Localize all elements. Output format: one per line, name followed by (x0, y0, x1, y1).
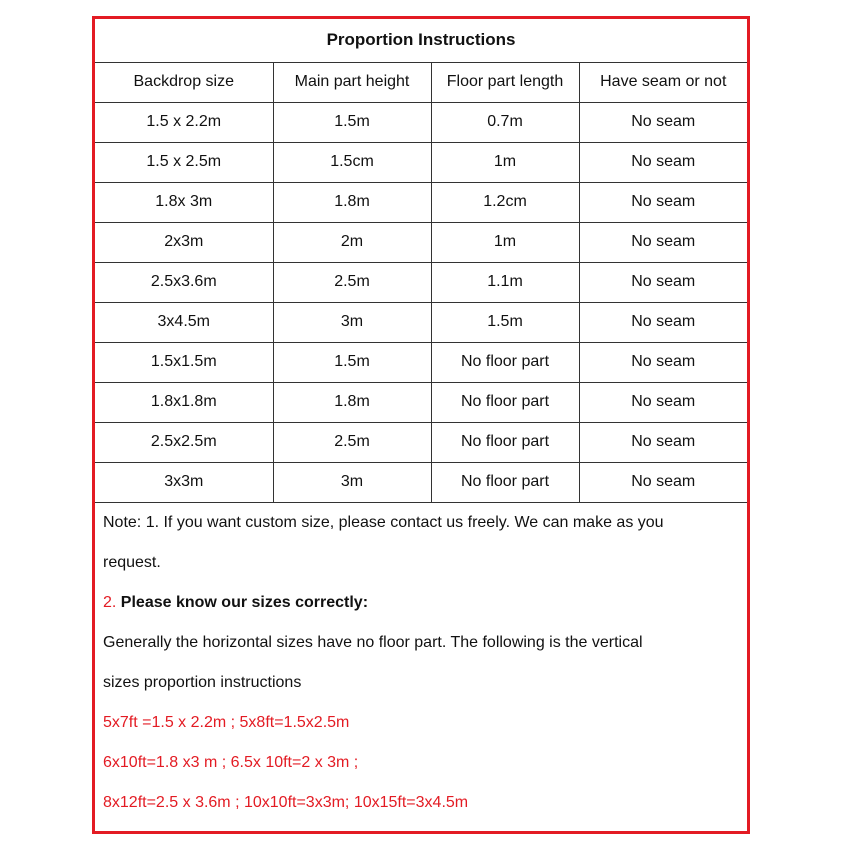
cell-backdrop-size: 3x3m (95, 462, 273, 502)
cell-seam: No seam (579, 142, 747, 182)
conversion-line-2: 6x10ft=1.8 x3 m ; 6.5x 10ft=2 x 3m ; (103, 753, 359, 771)
cell-backdrop-size: 3x4.5m (95, 302, 273, 342)
table-row (95, 102, 747, 142)
cell-main-part-height: 1.5m (273, 102, 431, 142)
note-2-number: 2. (103, 593, 117, 611)
cell-backdrop-size: 1.8x 3m (95, 182, 273, 222)
cell-seam: No seam (579, 342, 747, 382)
column-header-main-part-height: Main part height (273, 62, 431, 102)
cell-backdrop-size: 1.8x1.8m (95, 382, 273, 422)
cell-main-part-height: 1.8m (273, 182, 431, 222)
table-row (95, 142, 747, 182)
table-row (95, 222, 747, 262)
cell-main-part-height: 1.5m (273, 342, 431, 382)
notes-section (95, 503, 747, 823)
cell-backdrop-size: 2.5x3.6m (95, 262, 273, 302)
cell-backdrop-size: 2.5x2.5m (95, 422, 273, 462)
cell-main-part-height: 3m (273, 462, 431, 502)
cell-seam: No seam (579, 462, 747, 502)
table-row (95, 342, 747, 382)
cell-floor-part-length: 1.2cm (431, 182, 579, 222)
table-title: Proportion Instructions (95, 19, 747, 62)
column-header-floor-part-length: Floor part length (431, 62, 579, 102)
proportion-instructions-panel (92, 16, 750, 834)
conversion-line-3: 8x12ft=2.5 x 3.6m ; 10x10ft=3x3m; 10x15ft=3x4.5m (103, 793, 469, 811)
table-row (95, 302, 747, 342)
cell-main-part-height: 2.5m (273, 422, 431, 462)
cell-main-part-height: 2m (273, 222, 431, 262)
note-2-heading-line (103, 583, 747, 623)
cell-floor-part-length: No floor part (431, 382, 579, 422)
cell-main-part-height: 1.8m (273, 382, 431, 422)
table-row (95, 182, 747, 222)
cell-main-part-height: 3m (273, 302, 431, 342)
cell-seam: No seam (579, 422, 747, 462)
cell-seam: No seam (579, 262, 747, 302)
cell-floor-part-length: No floor part (431, 462, 579, 502)
table-row (95, 382, 747, 422)
note-1-line-1: Note: 1. If you want custom size, please contact us freely. We can make as you (103, 513, 664, 531)
cell-main-part-height: 1.5cm (273, 142, 431, 182)
cell-seam: No seam (579, 222, 747, 262)
table-row (95, 462, 747, 502)
cell-backdrop-size: 2x3m (95, 222, 273, 262)
cell-floor-part-length: 1m (431, 222, 579, 262)
cell-seam: No seam (579, 382, 747, 422)
column-header-backdrop-size: Backdrop size (95, 62, 273, 102)
cell-seam: No seam (579, 302, 747, 342)
table-row (95, 422, 747, 462)
cell-backdrop-size: 1.5x1.5m (95, 342, 273, 382)
column-header-seam: Have seam or not (579, 62, 747, 102)
cell-backdrop-size: 1.5 x 2.5m (95, 142, 273, 182)
conversion-line-1: 5x7ft =1.5 x 2.2m ; 5x8ft=1.5x2.5m (103, 713, 350, 731)
cell-seam: No seam (579, 182, 747, 222)
note-2-heading: Please know our sizes correctly: (120, 593, 369, 611)
cell-seam: No seam (579, 102, 747, 142)
size-table (95, 19, 747, 503)
general-line-2: sizes proportion instructions (103, 673, 302, 691)
cell-backdrop-size: 1.5 x 2.2m (95, 102, 273, 142)
general-line-1: Generally the horizontal sizes have no floor part. The following is the vertical (103, 633, 643, 651)
cell-floor-part-length: No floor part (431, 342, 579, 382)
note-1-line-2: request. (103, 553, 161, 571)
header-row (95, 62, 747, 102)
cell-floor-part-length: 0.7m (431, 102, 579, 142)
cell-floor-part-length: 1.1m (431, 262, 579, 302)
cell-floor-part-length: 1m (431, 142, 579, 182)
cell-floor-part-length: No floor part (431, 422, 579, 462)
table-row (95, 262, 747, 302)
cell-main-part-height: 2.5m (273, 262, 431, 302)
cell-floor-part-length: 1.5m (431, 302, 579, 342)
